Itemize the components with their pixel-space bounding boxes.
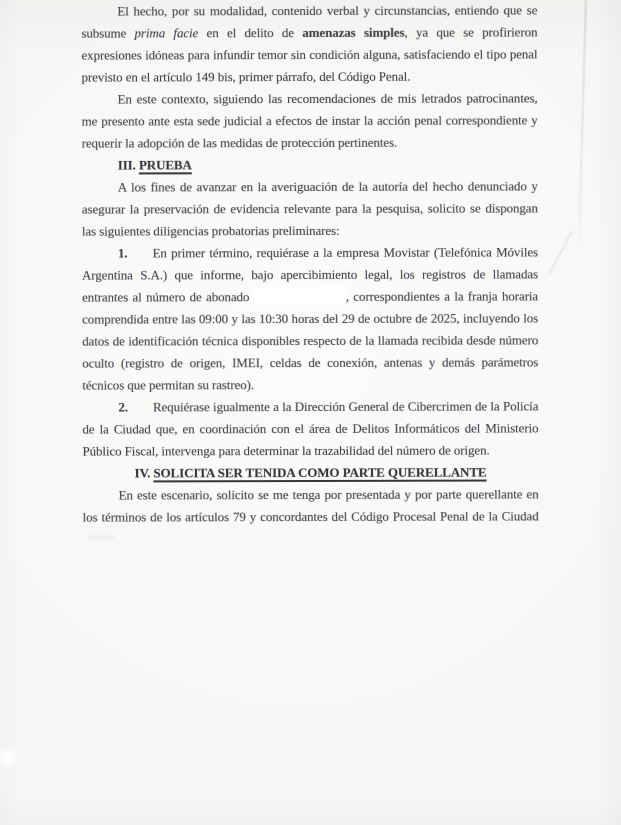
crime-name-bold: amenazas simples	[302, 24, 405, 41]
evidence-item-2	[82, 395, 538, 462]
paragraph-querellante-request: En este escenario, solicito se me tenga por presentada y por parte querellante en los términos de los artículos 79 y concordantes del Código Procesal Penal de la Ciudad	[82, 486, 539, 525]
redacted-phone-number-box	[255, 288, 345, 304]
scan-crease-artifact	[578, 0, 587, 264]
item-number: 1.	[117, 245, 128, 261]
section-heading-querellante	[83, 461, 539, 484]
scan-edge-artifact	[0, 750, 14, 766]
item-text: , correspondientes a la franja horaria comprendida entre las 09:00 y las 10:30 horas del 29 de octubre de 2025, incluyendo los datos de identificación técnica disponibles respecto de la llamada recibida desde número oculto (registro de origen, IMEI, celdas de conexión, antenas y demás parámetros técnicos que permitan su rastreo).	[82, 288, 539, 393]
section-title-underlined: PRUEBA	[138, 157, 192, 173]
scan-smudge-artifact	[88, 536, 114, 539]
paragraph-text: , ya que se profirieron expresiones idóneas para infundir temor sin condición alguna, satisfaciendo el tipo penal previsto en el artículo 149 bis, primer párrafo, del Código Penal.	[81, 24, 538, 85]
document-content	[81, 0, 538, 529]
item-text: Requiérase igualmente a la Dirección General de Cibercrimen de la Policía de la Ciudad que, en coordinación con el área de Delitos Informáticos del Ministerio Público Fiscal, intervenga para determinar la trazabilidad del número de origen.	[82, 398, 539, 459]
paragraph-evidence-intro: A los fines de avanzar en la averiguación de la autoría del hecho denunciado y asegurar la preservación de evidencia relevante para la pesquisa, solicito se dispongan las siguientes diligencias probatorias preliminares:	[81, 178, 538, 239]
evidence-item-1	[82, 241, 538, 396]
section-heading-prueba	[82, 153, 538, 176]
paragraph-legal-qualification	[81, 0, 537, 89]
section-number: III.	[117, 157, 136, 173]
paragraph-text: El hecho, por su modalidad, contenido verbal y circunstancias, entiendo que se subsume	[81, 2, 538, 41]
section-title-underlined: SOLICITA SER TENIDA COMO PARTE QUERELLANTE	[153, 464, 487, 481]
latin-phrase-italic: prima facie	[134, 25, 199, 41]
paragraph-context: En este contexto, siguiendo las recomendaciones de mis letrados patrocinantes, me presento ante esta sede judicial a efectos de instar la acción penal correspondiente y requerir la adopción de las medidas de protección pertinentes.	[81, 90, 538, 151]
item-text: En primer término, requiérase a la empresa Movistar (Telefónica Móviles Argentina S.A.) que informe, bajo apercibimiento legal, los registros de llamadas entrantes al número de abonado	[82, 244, 539, 305]
paragraph-text: en el delito de	[198, 25, 303, 41]
section-number: IV.	[134, 465, 151, 481]
scan-crease-artifact	[549, 230, 573, 273]
item-number: 2.	[118, 399, 128, 415]
